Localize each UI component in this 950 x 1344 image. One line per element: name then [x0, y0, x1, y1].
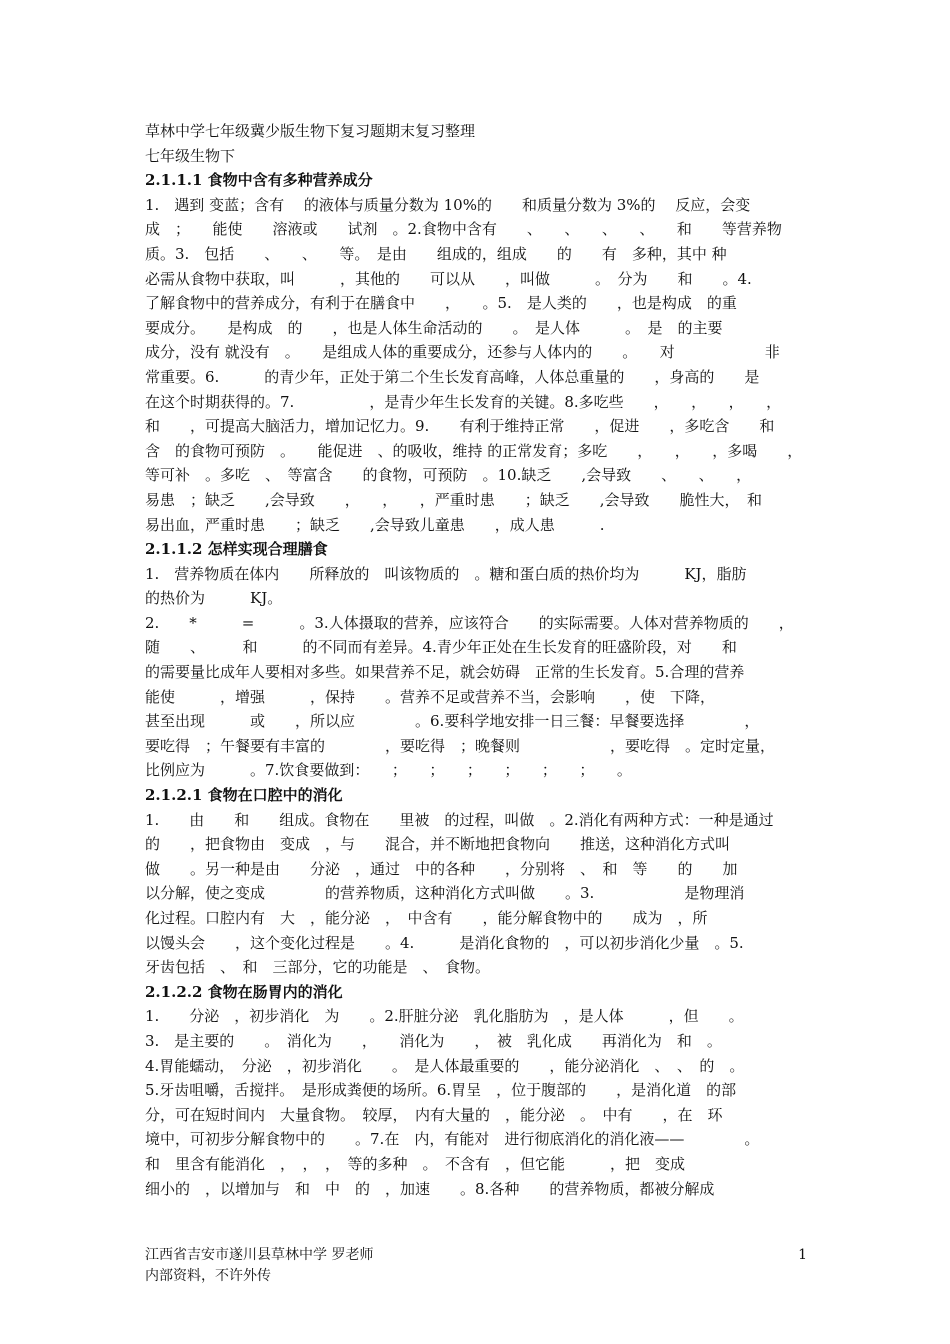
paragraph-line: 比例应为 。7.饮食要做到： ； ； ； ； ； ； 。: [145, 761, 632, 780]
paragraph-line: 常重要。6. 的青少年，正处于第二个生长发育高峰，人体总重量的 ，身高的 是: [145, 367, 760, 386]
section-2-1-2-2: [145, 980, 807, 1201]
paragraph-line: 质。3. 包括 、 、 等。 是由 组成的，组成 的 有 多种，其中 种: [145, 244, 727, 263]
paragraph-line: 在这个时期获得的。7. ，是青少年生长发育的关键。8.多吃些 ， ， ， ，: [145, 392, 782, 411]
section-2-1-1-1: [145, 168, 807, 537]
paragraph-line: 成分，没有 就没有 。 是组成人体的重要成分，还参与人体内的 。 对 非: [145, 343, 780, 362]
paragraph-line: 做 。另一种是由 分泌 ，通过 中的各种 ，分别将 、 和 等 的 加: [145, 859, 738, 878]
paragraph-line: 易患 ；缺乏 ,会导致 ， ， ，严重时患 ；缺乏 ,会导致 脆性大， 和: [145, 490, 763, 509]
paragraph-line: 含 的食物可预防 。 能促进 、的吸收，维持 的正常发育；多吃 ， ， ，多喝 ，: [145, 441, 803, 460]
paragraph-line: 了解食物中的营养成分，有利于在膳食中 ， 。5. 是人类的 ，也是构成 的重: [145, 294, 737, 313]
footer-school: 江西省吉安市遂川县草林中学 罗老师: [145, 1247, 374, 1263]
paragraph-line: 以分解，使之变成 的营养物质，这种消化方式叫做 。3. 是物理消: [145, 884, 745, 903]
page-number: 1: [798, 1247, 807, 1263]
paragraph-line: 和 ，可提高大脑活力，增加记忆力。9. 有利于维持正常 ，促进 ，多吃含 和: [145, 417, 775, 436]
paragraph-line: 的需要量比成年人要相对多些。如果营养不足，就会妨碍 正常的生长发育。5.合理的营养: [145, 663, 745, 682]
paragraph-line: 1. 由 和 组成。食物在 里被 的过程，叫做 。2.消化有两种方式：一种是通过: [145, 810, 774, 829]
paragraph-line: 甚至出现 或 ，所以应 。6.要科学地安排一日三餐：早餐要选择 ，: [145, 712, 760, 731]
paragraph-line: 细小的 ，以增加与 和 中 的 ，加速 。8.各种 的营养物质，都被分解成: [145, 1179, 715, 1198]
paragraph-line: 3. 是主要的 。 消化为 ， 消化为 ， 被 乳化成 再消化为 和 。: [145, 1031, 722, 1050]
paragraph-line: 分，可在短时间内 大量食物。 较厚， 内有大量的 ，能分泌 。 中有 ，在 环: [145, 1105, 723, 1124]
paragraph-line: 牙齿包括 、 和 三部分，它的功能是 、 食物。: [145, 958, 491, 977]
section-2-1-2-1: [145, 783, 807, 980]
document-subtitle: 七年级生物下: [145, 146, 236, 165]
section-heading: 2.1.1.2 怎样实现合理膳食: [145, 540, 328, 559]
paragraph-line: 等可补 。多吃 、 等富含 的食物，可预防 。10.缺乏 ,会导致 、 、 ，: [145, 466, 752, 485]
paragraph-line: 1. 分泌 ，初步消化 为 。2.肝脏分泌 乳化脂肪为 ，是人体 ，但 。: [145, 1007, 744, 1026]
paragraph-line: 的 ，把食物由 变成 ，与 混合，并不断地把食物向 推送，这种消化方式叫: [145, 835, 731, 854]
paragraph-line: 化过程。口腔内有 大 ，能分泌 ， 中含有 ，能分解食物中的 成为 ，所: [145, 909, 708, 927]
paragraph-line: 必需从食物中获取，叫 ，其他的 可以从 ，叫做 。 分为 和 。4.: [145, 269, 752, 288]
paragraph-line: 4.胃能蠕动， 分泌 ，初步消化 。 是人体最重要的 ，能分泌消化 、 、 的 。: [145, 1056, 745, 1075]
paragraph-line: 易出血，严重时患 ；缺乏 ,会导致儿童患 ，成人患 .: [145, 515, 605, 534]
paragraph-line: 能使 ，增强 ，保持 。营养不足或营养不当，会影响 ，使 下降，: [145, 687, 716, 706]
document-body: [145, 119, 807, 1201]
section-heading: 2.1.2.1 食物在口腔中的消化: [145, 786, 343, 805]
paragraph-line: 随 、 和 的不同而有差异。4.青少年正处在生长发育的旺盛阶段，对 和: [145, 638, 737, 657]
paragraph-line: 成 ； 能使 溶液或 试剂 。2.食物中含有 、 、 、 、 和 等营养物: [145, 220, 782, 239]
page-footer: [145, 1245, 807, 1287]
section-heading: 2.1.1.1 食物中含有多种营养成分: [145, 171, 373, 190]
paragraph-line: 的热价为 KJ。: [145, 589, 283, 608]
section-2-1-1-2: [145, 537, 807, 783]
paragraph-line: 5.牙齿咀嚼，舌搅拌。 是形成粪便的场所。6.胃呈 ，位于腹部的 ，是消化道 的部: [145, 1081, 737, 1100]
paragraph-line: 1. 遇到 变蓝；含有 的液体与质量分数为 10%的 和质量分数为 3%的 反应，会变: [145, 195, 751, 214]
paragraph-line: 要成分。 是构成 的 ，也是人体生命活动的 。 是人体 。 是 的主要: [145, 318, 723, 337]
paragraph-line: 境中，可初步分解食物中的 。7.在 内，有能对 进行彻底消化的消化液—— 。: [145, 1130, 760, 1149]
paragraph-line: 2. * = 。3.人体摄取的营养，应该符合 的实际需要。人体对营养物质的 ，: [145, 613, 794, 632]
paragraph-line: 1. 营养物质在体内 所释放的 叫该物质的 。糖和蛋白质的热价均为 KJ，脂肪: [145, 564, 747, 583]
document-title: 草林中学七年级冀少版生物下复习题期末复习整理: [145, 122, 476, 140]
footer-notice: 内部资料，不许外传: [145, 1268, 271, 1284]
paragraph-line: 以馒头会 ，这个变化过程是 。4. 是消化食物的 ，可以初步消化少量 。5.: [145, 933, 744, 952]
paragraph-line: 和 里含有能消化 ， ， ， 等的多种 。 不含有 ，但它能 ，把 变成: [145, 1154, 686, 1173]
paragraph-line: 要吃得 ；午餐要有丰富的 ，要吃得 ；晚餐则 ，要吃得 。定时定量，: [145, 736, 776, 755]
section-heading: 2.1.2.2 食物在肠胃内的消化: [145, 982, 343, 1001]
